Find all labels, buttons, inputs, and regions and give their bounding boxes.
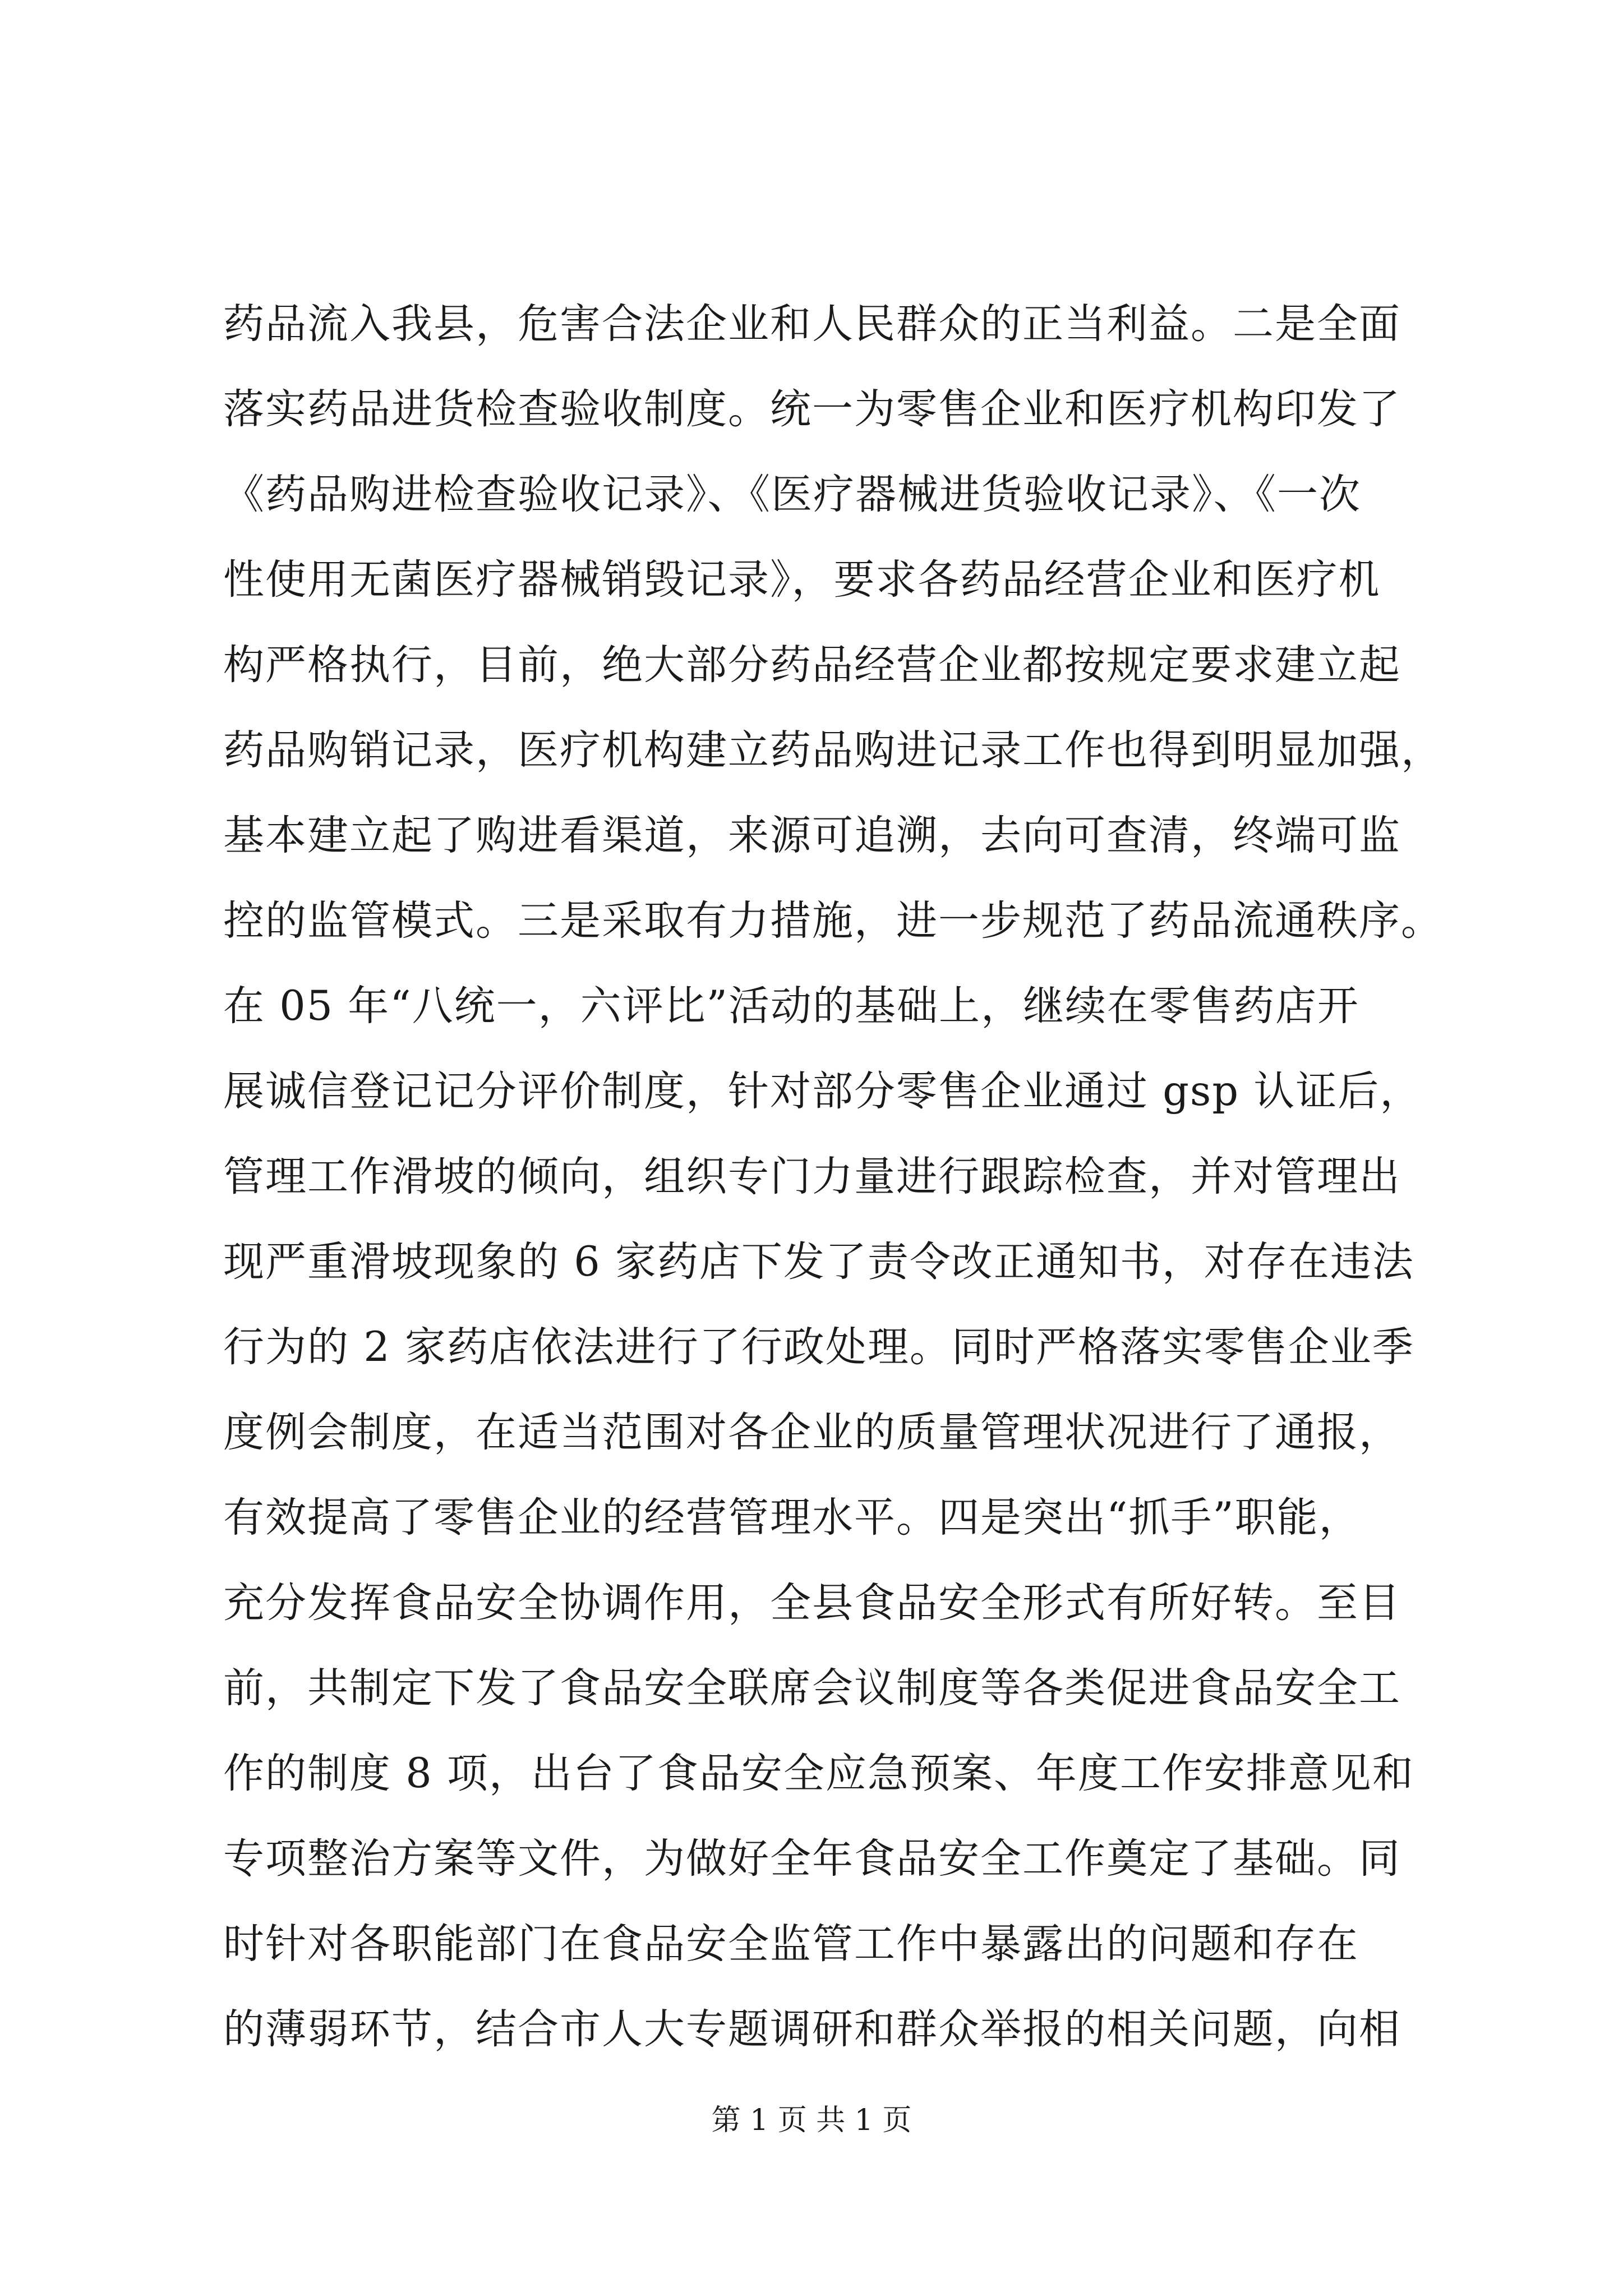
text-line: 的薄弱环节，结合市人大专题调研和群众举报的相关问题，向相 bbox=[223, 2005, 1401, 2053]
text-line: 药品购销记录，医疗机构建立药品购进记录工作也得到明显加强， bbox=[223, 726, 1443, 774]
text-line: 控的监管模式。三是采取有力措施，进一步规范了药品流通秩序。 bbox=[223, 897, 1443, 945]
text-line: 落实药品进货检查验收制度。统一为零售企业和医疗机构印发了 bbox=[223, 385, 1401, 433]
text-line: 管理工作滑坡的倾向，组织专门力量进行跟踪检查，并对管理出 bbox=[223, 1153, 1401, 1200]
text-line: 性使用无菌医疗器械销毁记录》，要求各药品经营企业和医疗机 bbox=[223, 556, 1381, 604]
text-line: 现严重滑坡现象的 6 家药店下发了责令改正通知书，对存在违法 bbox=[223, 1238, 1414, 1286]
text-line: 在 05 年“八统一，六评比”活动的基础上，继续在零售药店开 bbox=[223, 982, 1359, 1030]
text-line: 基本建立起了购进看渠道，来源可追溯，去向可查清，终端可监 bbox=[223, 812, 1401, 859]
text-line: 《药品购进检查验收记录》、《医疗器械进货验收记录》、《一次 bbox=[223, 471, 1361, 518]
page-footer: 第 1 页 共 1 页 bbox=[711, 2104, 912, 2137]
text-line: 行为的 2 家药店依法进行了行政处理。同时严格落实零售企业季 bbox=[223, 1323, 1414, 1371]
text-line: 度例会制度，在适当范围对各企业的质量管理状况进行了通报， bbox=[223, 1409, 1401, 1456]
text-line: 充分发挥食品安全协调作用，全县食品安全形式有所好转。至目 bbox=[223, 1579, 1401, 1627]
text-line: 有效提高了零售企业的经营管理水平。四是突出“抓手”职能， bbox=[223, 1494, 1361, 1542]
text-line: 展诚信登记记分评价制度，针对部分零售企业通过 gsp 认证后， bbox=[223, 1068, 1422, 1115]
text-line: 时针对各职能部门在食品安全监管工作中暴露出的问题和存在 bbox=[223, 1920, 1359, 1968]
text-line: 专项整治方案等文件，为做好全年食品安全工作奠定了基础。同 bbox=[223, 1835, 1401, 1883]
text-line: 前，共制定下发了食品安全联席会议制度等各类促进食品安全工 bbox=[223, 1664, 1401, 1712]
text-line: 构严格执行，目前，绝大部分药品经营企业都按规定要求建立起 bbox=[223, 641, 1401, 689]
text-line: 药品流入我县，危害合法企业和人民群众的正当利益。二是全面 bbox=[223, 300, 1401, 348]
text-line: 作的制度 8 项，出台了食品安全应急预案、年度工作安排意见和 bbox=[223, 1750, 1414, 1797]
